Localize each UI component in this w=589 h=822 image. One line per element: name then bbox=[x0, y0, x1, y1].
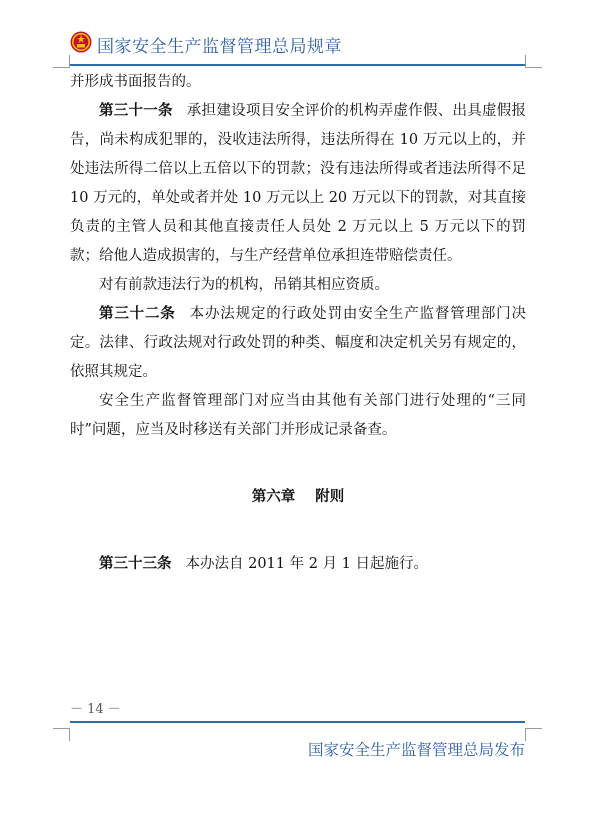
continuation-paragraph: 并形成书面报告的。 bbox=[70, 74, 201, 90]
crop-mark-top-right bbox=[525, 55, 542, 68]
crop-mark-top-left bbox=[53, 55, 70, 68]
footer-publisher: 国家安全生产监督管理总局发布 bbox=[307, 741, 525, 759]
article-32-text: 本办法规定的行政处罚由安全生产监督管理部门决定。法律、行政法规对行政处罚的种类、幅度和决定机关另有规定的，依照其规定。 bbox=[70, 306, 527, 380]
national-emblem-icon bbox=[70, 31, 92, 53]
chapter-heading bbox=[70, 483, 526, 512]
chapter-title: 附则 bbox=[315, 489, 345, 505]
article-33-number: 第三十三条 bbox=[99, 556, 172, 572]
chapter-number: 第六章 bbox=[251, 489, 296, 505]
crop-mark-bottom-right bbox=[525, 728, 542, 741]
article-33-text: 本办法自 2011 年 2 月 1 日起施行。 bbox=[185, 556, 429, 572]
article-32 bbox=[70, 300, 526, 387]
article-32-paragraph-2: 安全生产监督管理部门对应当由其他有关部门进行处理的“三同时”问题，应当及时移送有关部门并形成记录备查。 bbox=[70, 393, 526, 438]
article-31 bbox=[70, 97, 526, 271]
article-32-number: 第三十二条 bbox=[99, 306, 176, 322]
article-31-paragraph-2: 对有前款违法行为的机构，吊销其相应资质。 bbox=[99, 277, 389, 293]
header-divider bbox=[70, 64, 525, 66]
document-body bbox=[70, 68, 526, 579]
page-number: － 14 － bbox=[70, 702, 121, 717]
crop-mark-bottom-left bbox=[53, 728, 70, 741]
article-31-number: 第三十一条 bbox=[99, 103, 173, 119]
article-33 bbox=[70, 550, 526, 579]
page-header bbox=[70, 26, 525, 66]
footer-divider bbox=[70, 721, 525, 723]
article-31-text: 承担建设项目安全评价的机构弄虚作假、出具虚假报告，尚未构成犯罪的，没收违法所得，违法所得在 10 万元以上的，并处违法所得二倍以上五倍以下的罚款；没有违法所得或者违法所得不足 10 万元的，单处或者并处 10 万元以上 20 万元以下的罚款，对其直接负责的主管人员和其他直接责任人员处 2 万元以上 5 万元以下的罚款；给他人造成损害的，与生产经营单位承担连带赔偿责任。 bbox=[70, 103, 526, 264]
header-title: 国家安全生产监督管理总局规章 bbox=[97, 37, 342, 57]
